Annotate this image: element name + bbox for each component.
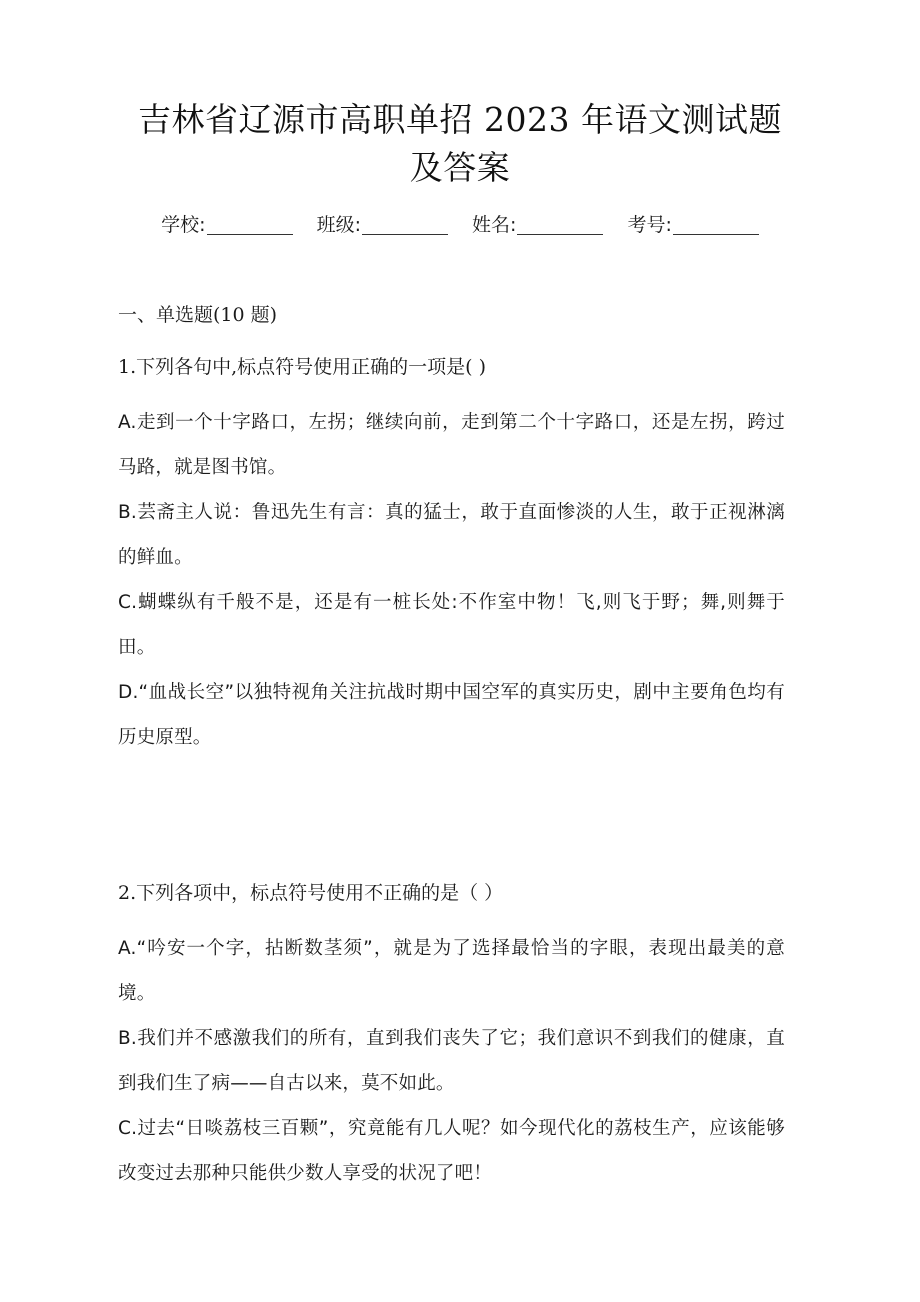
question-2-option-c[interactable]: C.过去“日啖荔枝三百颗”，究竟能有几人呢？如今现代化的荔枝生产，应该能够改变过去那种只能供少数人享受的状况了吧！ (118, 1118, 785, 1184)
info-label-school: 学校: (161, 214, 206, 236)
info-blank-school[interactable] (207, 234, 293, 235)
question-2-stem: 2.下列各项中，标点符号使用不正确的是（ ） (118, 882, 504, 904)
info-field-class (317, 210, 448, 240)
question-1-stem: 1.下列各句中,标点符号使用正确的一项是( ) (118, 356, 487, 378)
page-title-line-1: 吉林省辽源市高职单招 2023 年语文测试题 (138, 100, 782, 139)
info-blank-exam-number[interactable] (673, 234, 759, 235)
page-title-line-2: 及答案 (409, 148, 511, 187)
page-title (0, 0, 920, 192)
section-single-choice (118, 300, 785, 1196)
info-label-exam-number: 考号: (627, 214, 672, 236)
info-field-school (161, 210, 292, 240)
info-field-exam-number (627, 210, 758, 240)
question-2-option-b[interactable]: B.我们并不感激我们的所有，直到我们丧失了它；我们意识不到我们的健康，直到我们生了病——自古以来，莫不如此。 (118, 1028, 785, 1094)
question-1-option-c[interactable]: C.蝴蝶纵有千般不是，还是有一桩长处:不作室中物！飞,则飞于野；舞,则舞于田。 (118, 592, 785, 658)
info-label-name: 姓名: (472, 214, 517, 236)
question-1-option-d[interactable]: D.“血战长空”以独特视角关注抗战时期中国空军的真实历史，剧中主要角色均有历史原型。 (118, 682, 785, 748)
info-field-name (472, 210, 603, 240)
question-1 (118, 352, 785, 760)
question-2-option-a[interactable]: A.“吟安一个字，拈断数茎须”，就是为了选择最恰当的字眼，表现出最美的意境。 (118, 938, 785, 1004)
section-heading: 一、单选题(10 题) (118, 304, 278, 326)
question-1-option-b[interactable]: B.芸斋主人说：鲁迅先生有言：真的猛士，敢于直面惨淡的人生，敢于正视淋漓的鲜血。 (118, 502, 785, 568)
question-spacer (118, 760, 785, 878)
student-info-line (0, 210, 920, 240)
info-blank-name[interactable] (517, 234, 603, 235)
info-label-class: 班级: (316, 214, 361, 236)
question-1-option-a[interactable]: A.走到一个十字路口，左拐；继续向前，走到第二个十字路口，还是左拐，跨过马路，就是图书馆。 (118, 412, 785, 478)
info-blank-class[interactable] (362, 234, 448, 235)
exam-content (0, 300, 920, 1196)
question-2 (118, 878, 785, 1196)
